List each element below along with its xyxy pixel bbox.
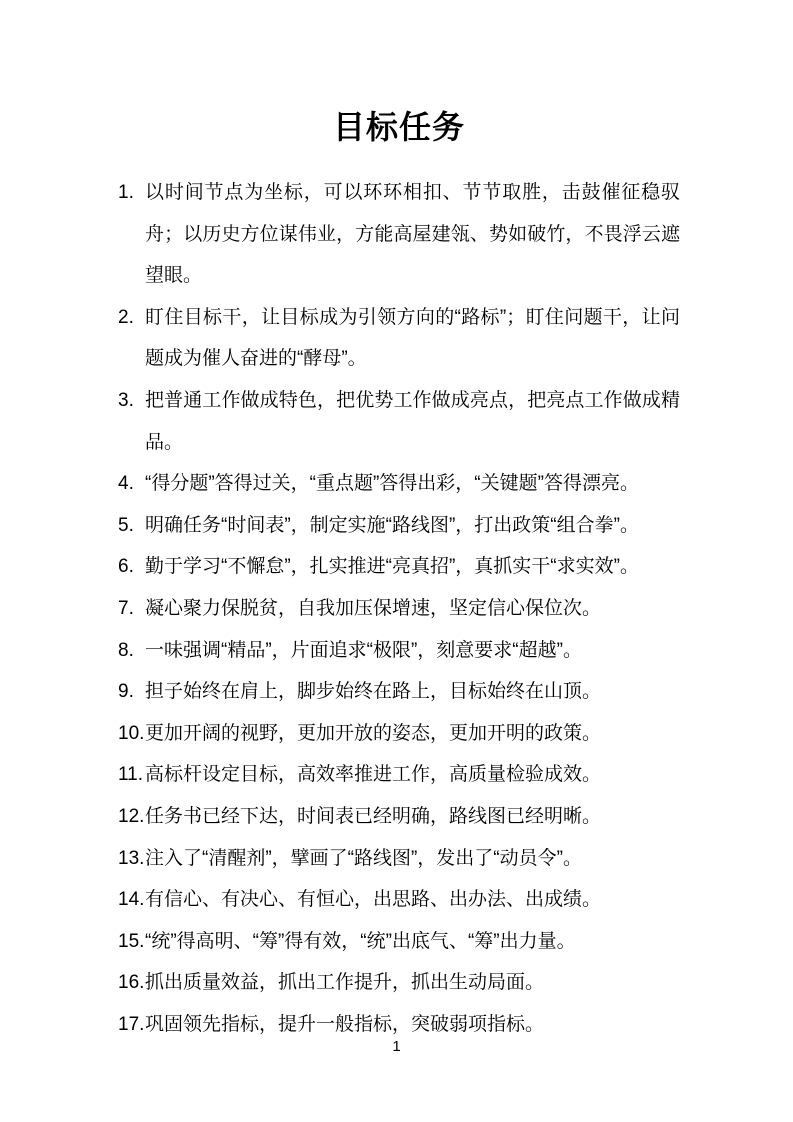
list-item-text: 勤于学习“不懈怠”，扎实推进“亮真招”，真抓实干“求实效”。 <box>145 556 639 578</box>
list-item-number: 13. <box>118 847 145 869</box>
list-item <box>118 463 680 505</box>
list-item-text: 明确任务“时间表”，制定实施“路线图”，打出政策“组合拳”。 <box>145 514 639 536</box>
list-item <box>118 505 680 547</box>
list-item-number: 14. <box>118 889 145 911</box>
page-title: 目标任务 <box>332 109 465 145</box>
list-item <box>118 380 680 463</box>
list-item <box>118 754 680 796</box>
list-item-text: 一味强调“精品”，片面追求“极限”，刻意要求“超越”。 <box>145 639 582 661</box>
list-item <box>118 630 680 672</box>
list-item <box>118 962 680 1004</box>
list-item-text: 巩固领先指标，提升一般指标，突破弱项指标。 <box>145 1013 545 1035</box>
list-item-number: 2. <box>118 306 134 328</box>
list-item-number: 10. <box>118 722 145 744</box>
list-item-text: 把普通工作做成特色，把优势工作做成亮点，把亮点工作做成精品。 <box>145 389 680 453</box>
list-item-number: 9. <box>118 681 134 703</box>
list-item-text: 盯住目标干，让目标成为引领方向的“路标”；盯住问题干，让问题成为催人奋进的“酵母”。 <box>145 306 680 370</box>
list-item <box>118 838 680 880</box>
numbered-list <box>118 172 680 1045</box>
list-item-text: 以时间节点为坐标，可以环环相扣、节节取胜，击鼓催征稳驭舟；以历史方位谋伟业，方能高屋建瓴、势如破竹，不畏浮云遮望眼。 <box>145 182 680 287</box>
list-item-text: 注入了“清醒剂”，擘画了“路线图”，发出了“动员令”。 <box>145 847 582 869</box>
list-item <box>118 297 680 380</box>
list-item-text: 高标杆设定目标，高效率推进工作，高质量检验成效。 <box>145 764 602 786</box>
list-item-text: 任务书已经下达，时间表已经明确，路线图已经明晰。 <box>145 805 602 827</box>
list-item <box>118 546 680 588</box>
list-item-number: 12. <box>118 805 145 827</box>
list-item <box>118 713 680 755</box>
list-item-text: “得分题”答得过关，“重点题”答得出彩，“关键题”答得漂亮。 <box>145 473 639 495</box>
list-item-number: 5. <box>118 514 134 536</box>
list-item <box>118 671 680 713</box>
list-item <box>118 588 680 630</box>
list-item-number: 3. <box>118 389 134 411</box>
list-item-text: 凝心聚力保脱贫，自我加压保增速，坚定信心保位次。 <box>145 597 602 619</box>
list-item-text: 担子始终在肩上，脚步始终在路上，目标始终在山顶。 <box>145 681 602 703</box>
list-item <box>118 172 680 297</box>
list-item <box>118 796 680 838</box>
list-item-number: 7. <box>118 597 134 619</box>
list-item <box>118 921 680 963</box>
list-item-number: 11. <box>118 764 144 786</box>
list-item-text: “统”得高明、“筹”得有效，“统”出底气、“筹”出力量。 <box>145 930 576 952</box>
list-item-number: 4. <box>118 473 134 495</box>
list-item-number: 17. <box>118 1013 145 1035</box>
page-number: 1 <box>392 1038 401 1055</box>
list-item-number: 6. <box>118 556 134 578</box>
list-item-number: 8. <box>118 639 134 661</box>
list-item-text: 更加开阔的视野，更加开放的姿态，更加开明的政策。 <box>145 722 602 744</box>
list-item-number: 1. <box>118 182 134 203</box>
list-item <box>118 879 680 921</box>
list-item-text: 有信心、有决心、有恒心，出思路、出办法、出成绩。 <box>145 889 602 911</box>
list-item-number: 16. <box>118 972 145 994</box>
list-item-number: 15. <box>118 930 145 952</box>
list-item-text: 抓出质量效益，抓出工作提升，抓出生动局面。 <box>145 972 545 994</box>
